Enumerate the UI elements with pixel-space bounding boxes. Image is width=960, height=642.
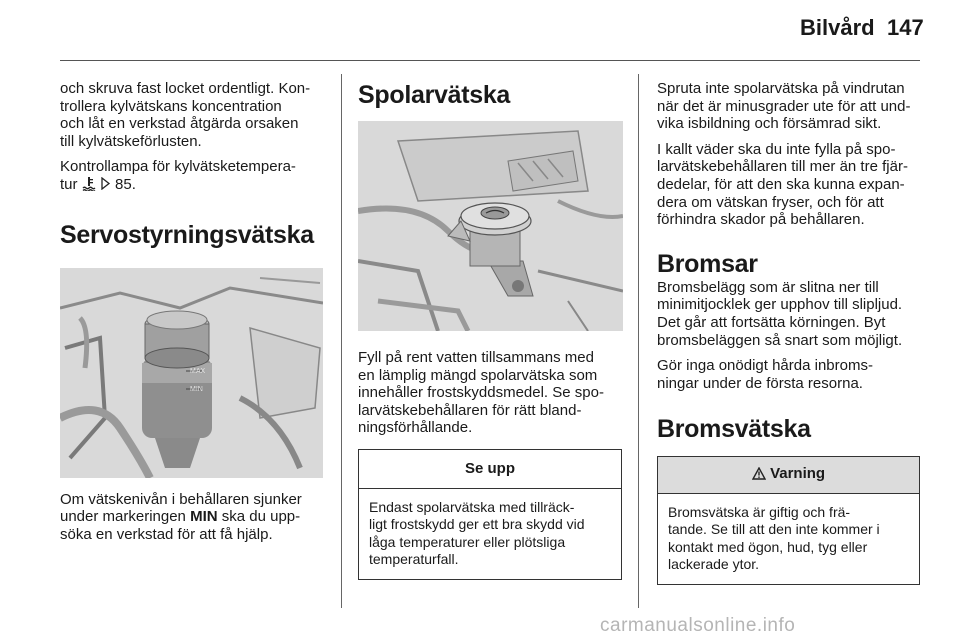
text-line: och låt en verkstad åtgärda orsaken [60, 115, 299, 133]
washer-fluid-paragraph [358, 349, 624, 437]
text-line: en lämplig mängd spolarvätska som [358, 366, 598, 384]
text-line: Bromsbelägg som är slitna ner till [657, 278, 879, 296]
warning-box [657, 456, 920, 585]
coolant-temperature-icon [82, 176, 96, 196]
max-level-label: MAX [190, 367, 206, 375]
text-line: dera om vätskan fryser, och för att [657, 193, 884, 211]
text-line: I kallt väder ska du inte fylla på spo- [657, 140, 896, 158]
text-line: temperaturfall. [369, 551, 459, 568]
min-level-label: MIN [190, 385, 203, 393]
column-divider-1 [341, 74, 342, 608]
page-reference[interactable]: 85. [115, 175, 136, 193]
text-line: Bromsvätska är giftig och frä- [668, 503, 851, 520]
column-1 [60, 80, 328, 551]
section-heading-washer-fluid: Spolarvätska [358, 81, 511, 109]
text-fragment: tur [60, 175, 78, 193]
warning-triangle-icon [752, 467, 766, 485]
text-line: Det går att fortsätta körningen. Byt [657, 313, 886, 331]
page-reference-arrow-icon [100, 177, 111, 195]
text-line: till kylvätskeförlusten. [60, 132, 202, 150]
text-line: kontakt med ögon, hud, tyg eller [668, 538, 868, 555]
column-divider-2 [638, 74, 639, 608]
watermark: carmanualsonline.info [600, 615, 796, 636]
text-line: innehåller frostskyddsmedel. Se spo- [358, 384, 604, 402]
washer-fluid-reservoir-image [358, 121, 623, 331]
caution-box [358, 449, 622, 580]
coolant-lamp-paragraph [60, 158, 328, 195]
text-line: dedelar, för att den ska kunna expan- [657, 175, 905, 193]
text-line: Endast spolarvätska med tillräck- [369, 498, 575, 515]
warning-title: Varning [770, 465, 826, 483]
section-heading-brake-fluid: Bromsvätska [657, 415, 811, 444]
text-line: förhindra skador på behållaren. [657, 211, 865, 229]
text-line: trollera kylvätskans koncentration [60, 97, 282, 115]
text-line: Om vätskenivån i behållaren sjunker [60, 490, 302, 508]
section-heading-brakes: Bromsar [657, 249, 758, 278]
text-line: när det är minusgrader ute för att und- [657, 97, 911, 115]
text-line: och skruva fast locket ordentligt. Kon- [60, 80, 311, 97]
warning-body [658, 494, 919, 584]
text-line: ligt frostskydd ger ett bra skydd vid [369, 516, 585, 533]
text-line: Gör inga onödigt hårda inbroms- [657, 357, 873, 375]
text-line: ningar under de första resorna. [657, 374, 863, 392]
washer-frost-paragraph [657, 80, 922, 133]
text-fragment: under markeringen [60, 508, 186, 526]
column-2 [358, 80, 624, 580]
power-steering-reservoir-image [60, 268, 323, 478]
text-line [60, 176, 328, 196]
text-line: Kontrollampa för kylvätsketempera- [60, 158, 296, 176]
text-line: vika isbildning och försämrad sikt. [657, 115, 882, 133]
text-line: bromsbeläggen så snart som möjligt. [657, 331, 903, 349]
caution-body [359, 489, 621, 579]
text-line [60, 508, 328, 526]
column-3 [657, 80, 922, 585]
text-line: Fyll på rent vatten tillsammans med [358, 349, 594, 366]
section-heading-power-steering: Servostyrningsvätska [60, 220, 314, 249]
text-line: minimitjocklek ger upphov till slipljud. [657, 296, 903, 314]
text-line: låga temperaturer eller plötsliga [369, 533, 566, 550]
page-section-title: Bilvård [800, 15, 875, 40]
power-steering-paragraph [60, 491, 328, 544]
caution-title: Se upp [359, 450, 621, 489]
text-line: larvätskebehållaren till mer än tre fjär- [657, 158, 908, 176]
text-fragment: ska du upp- [221, 508, 301, 526]
text-line: Spruta inte spolarvätska på vindrutan [657, 80, 905, 97]
cold-weather-paragraph [657, 141, 922, 229]
warning-header [658, 457, 919, 494]
header-divider [60, 60, 920, 61]
text-line: larvätskebehållaren för rätt bland- [358, 401, 582, 419]
min-marking-label: MIN [190, 508, 218, 526]
braking-advice-paragraph [657, 357, 922, 392]
intro-paragraph [60, 80, 328, 150]
text-line: söka en verkstad för att få hjälp. [60, 525, 273, 543]
page-number: 147 [887, 15, 924, 40]
text-line: ningsförhållande. [358, 419, 473, 437]
brake-pads-paragraph [657, 279, 922, 349]
text-line: lackerade ytor. [668, 556, 760, 573]
text-line: tande. Se till att den inte kommer i [668, 521, 880, 538]
